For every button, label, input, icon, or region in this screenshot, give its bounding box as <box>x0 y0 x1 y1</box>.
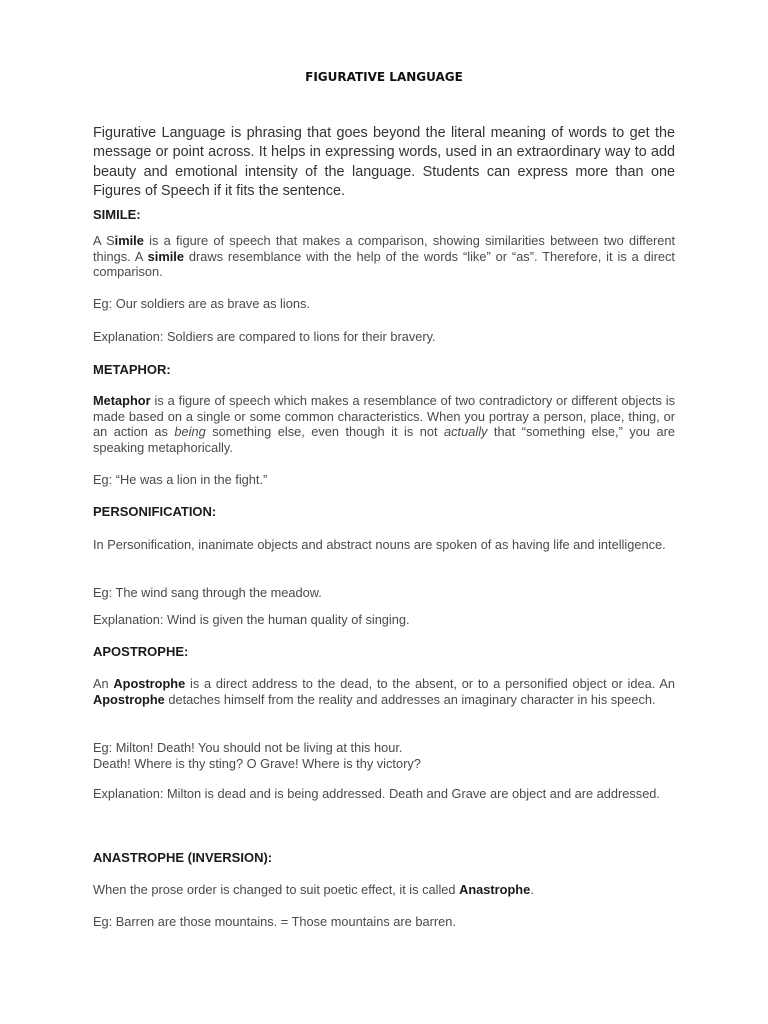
personification-heading: PERSONIFICATION: <box>93 504 217 519</box>
personification-definition: In Personification, inanimate objects and abstract nouns are spoken of as having life and intelligence. <box>93 537 666 552</box>
personification-example: Eg: The wind sang through the meadow. <box>93 585 322 600</box>
apostrophe-example: Eg: Milton! Death! You should not be living at this hour. Death! Where is thy sting? O Grave! Where is thy victory? <box>93 740 421 771</box>
document-title: FIGURATIVE LANGUAGE <box>305 70 463 84</box>
apostrophe-heading: APOSTROPHE: <box>93 644 189 659</box>
metaphor-example: Eg: “He was a lion in the fight.” <box>93 472 268 487</box>
simile-heading: SIMILE: <box>93 207 141 222</box>
apostrophe-definition: An Apostrophe is a direct address to the dead, to the absent, or to a personified object or idea. An Apostrophe detaches himself from the reality and addresses an imaginary character in his speech. <box>93 676 675 707</box>
personification-explanation: Explanation: Wind is given the human quality of singing. <box>93 612 410 627</box>
apostrophe-explanation: Explanation: Milton is dead and is being addressed. Death and Grave are object and are addressed. <box>93 786 660 801</box>
anastrophe-heading: ANASTROPHE (INVERSION): <box>93 850 273 865</box>
anastrophe-example: Eg: Barren are those mountains. = Those mountains are barren. <box>93 914 456 929</box>
metaphor-definition: Metaphor is a figure of speech which makes a resemblance of two contradictory or different objects is made based on a single or some common characteristics. When you portray a person, place, thing, or an action as being something else, even though it is not actually that “something else,” you are speaking metaphorically. <box>93 393 675 455</box>
simile-example: Eg: Our soldiers are as brave as lions. <box>93 296 310 311</box>
simile-definition: A Simile is a figure of speech that makes a comparison, showing similarities between two different things. A simile draws resemblance with the help of the words “like” or “as”. Therefore, it is a direct comparison. <box>93 233 675 280</box>
intro-paragraph: Figurative Language is phrasing that goes beyond the literal meaning of words to get the message or point across. It helps in expressing words, used in an extraordinary way to add beauty and emotional intensity of the language. Students can express more than one Figures of Speech if it fits the sentence. <box>93 125 675 200</box>
simile-explanation: Explanation: Soldiers are compared to lions for their bravery. <box>93 329 436 344</box>
anastrophe-definition: When the prose order is changed to suit poetic effect, it is called Anastrophe. <box>93 882 534 897</box>
metaphor-heading: METAPHOR: <box>93 362 171 377</box>
